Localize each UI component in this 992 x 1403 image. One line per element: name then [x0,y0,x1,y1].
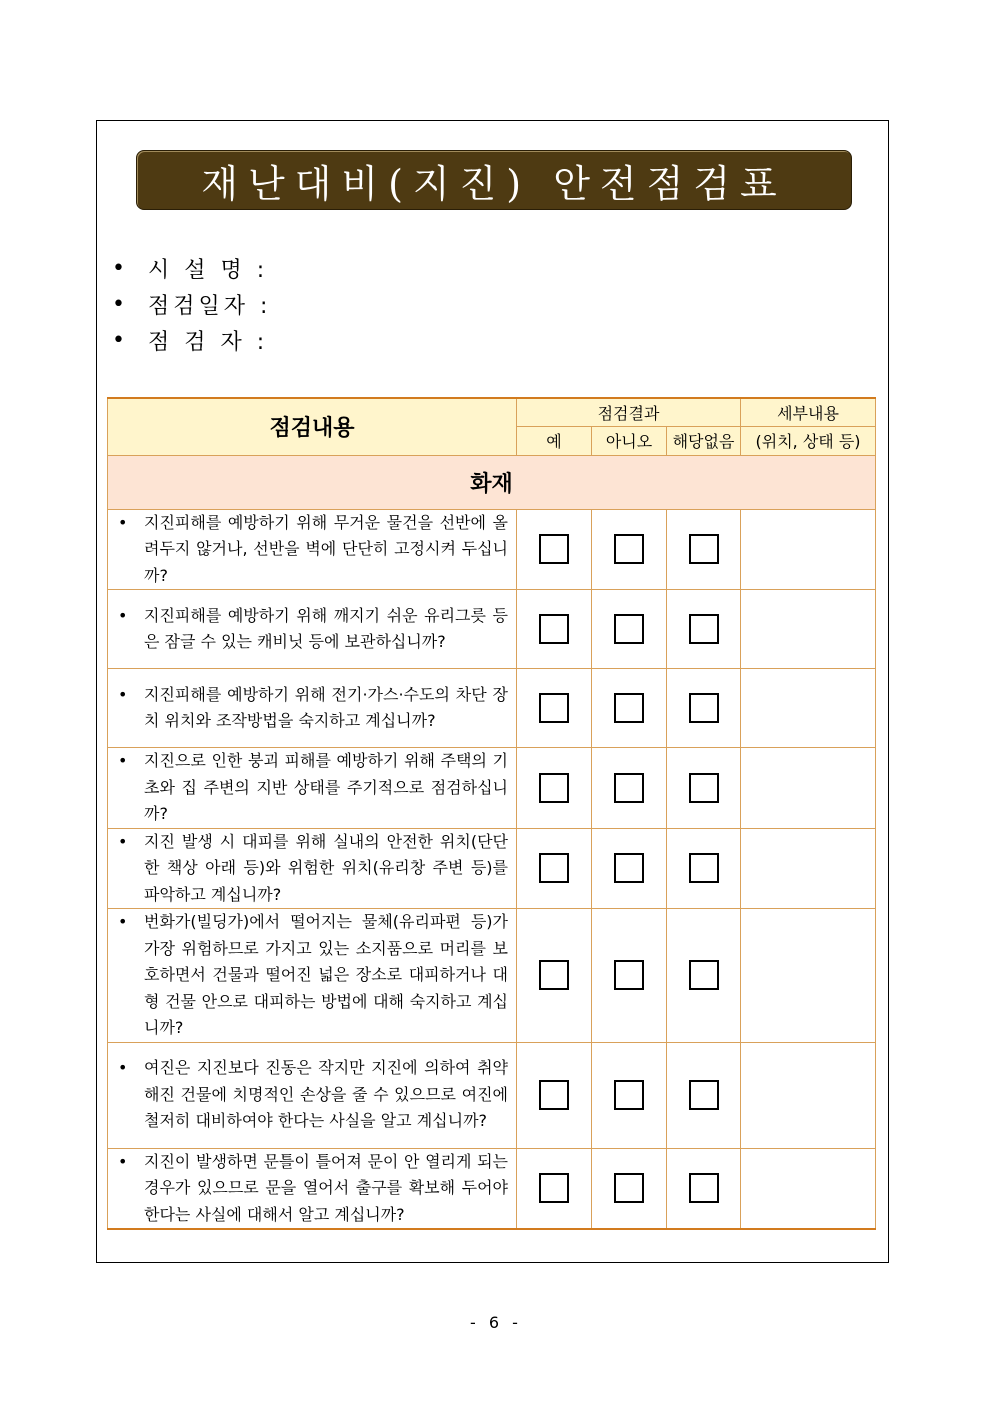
header-content: 점검내용 [108,398,517,455]
bullet: • [118,684,128,704]
no-checkbox[interactable] [614,853,644,883]
header-no: 아니오 [592,426,667,455]
bullet: • [112,327,125,353]
question-text: 지진이 발생하면 문틀이 틀어져 문이 안 열리게 되는 경우가 있으므로 문을 열어서 출구를 확보해 두어야 한다는 사실에 대해서 알고 계십니까? [144,1151,508,1224]
no-checkbox[interactable] [614,1173,644,1203]
header-yes: 예 [517,426,592,455]
question-text: 지진피해를 예방하기 위해 전기·가스·수도의 차단 장치 위치와 조작방법을 숙지하고 계십니까? [144,684,508,730]
bullet: • [118,912,128,931]
yes-checkbox[interactable] [539,1173,569,1203]
inspection-date-label: 점검일자 : [148,293,272,319]
header-detail-line1: 세부내용 [741,398,876,426]
na-checkbox[interactable] [689,1080,719,1110]
bullet: • [112,291,125,317]
no-checkbox[interactable] [614,534,644,564]
bullet: • [118,831,128,851]
question-text: 지진피해를 예방하기 위해 무거운 물건을 선반에 올려두지 않거나, 선반을 벽에 단단히 고정시켜 두십니까? [144,512,508,585]
bullet: • [118,751,128,770]
na-checkbox[interactable] [689,853,719,883]
inspector-field [112,322,271,358]
table-row [108,590,876,669]
table-row [108,909,876,1043]
inspection-date-field [112,286,271,322]
detail-cell[interactable] [741,909,876,1043]
facility-name-field [112,250,271,286]
inspector-label: 점 검 자 : [148,329,269,355]
question-text: 여진은 지진보다 진동은 작지만 지진에 의하여 취약해진 건물에 치명적인 손상을 줄 수 있으므로 여진에 철저히 대비하여야 한다는 사실을 알고 계십니까? [144,1058,508,1131]
yes-checkbox[interactable] [539,960,569,990]
yes-checkbox[interactable] [539,693,569,723]
header-result: 점검결과 [517,398,741,426]
question-text: 지진으로 인한 붕괴 피해를 예방하기 위해 주택의 기초와 집 주변의 지반 상태를 주기적으로 점검하십니까? [144,751,508,823]
page-number: - 6 - [470,1313,522,1332]
na-checkbox[interactable] [689,960,719,990]
bullet: • [118,512,128,532]
yes-checkbox[interactable] [539,614,569,644]
no-checkbox[interactable] [614,1080,644,1110]
no-checkbox[interactable] [614,960,644,990]
detail-cell[interactable] [741,509,876,590]
question-text: 지진피해를 예방하기 위해 깨지기 쉬운 유리그릇 등은 잠글 수 있는 캐비닛 등에 보관하십니까? [144,605,508,651]
bullet: • [112,255,125,281]
detail-cell[interactable] [741,590,876,669]
yes-checkbox[interactable] [539,1080,569,1110]
table-row [108,748,876,829]
info-fields [112,250,271,358]
na-checkbox[interactable] [689,773,719,803]
detail-cell[interactable] [741,1042,876,1148]
detail-cell[interactable] [741,1148,876,1229]
question-text: 지진 발생 시 대피를 위해 실내의 안전한 위치(단단한 책상 아래 등)와 위험한 위치(유리창 주변 등)를 파악하고 계십니까? [144,831,508,904]
question-text: 번화가(빌딩가)에서 떨어지는 물체(유리파편 등)가 가장 위험하므로 가지고 있는 소지품으로 머리를 보호하면서 건물과 떨어진 넓은 장소로 대피하거나 대형 건물 안으로 대피하는 방법에 대해 숙지하고 계십니까? [144,912,508,1037]
detail-cell[interactable] [741,748,876,829]
table-row [108,1148,876,1229]
na-checkbox[interactable] [689,614,719,644]
na-checkbox[interactable] [689,534,719,564]
yes-checkbox[interactable] [539,534,569,564]
facility-name-label: 시 설 명 : [148,257,269,283]
document-title: 재난대비(지진) 안전점검표 [201,161,787,206]
section-heading: 화재 [108,455,876,509]
no-checkbox[interactable] [614,773,644,803]
table-row [108,669,876,748]
bullet: • [118,605,128,625]
table-row [108,828,876,909]
bullet: • [118,1058,128,1078]
no-checkbox[interactable] [614,693,644,723]
detail-cell[interactable] [741,828,876,909]
na-checkbox[interactable] [689,1173,719,1203]
title-banner [136,150,852,210]
na-checkbox[interactable] [689,693,719,723]
checklist-table [107,397,876,1230]
header-detail-line2: (위치, 상태 등) [741,426,876,455]
detail-cell[interactable] [741,669,876,748]
yes-checkbox[interactable] [539,853,569,883]
header-na: 해당없음 [667,426,741,455]
table-row [108,509,876,590]
table-row [108,1042,876,1148]
no-checkbox[interactable] [614,614,644,644]
yes-checkbox[interactable] [539,773,569,803]
bullet: • [118,1151,128,1171]
